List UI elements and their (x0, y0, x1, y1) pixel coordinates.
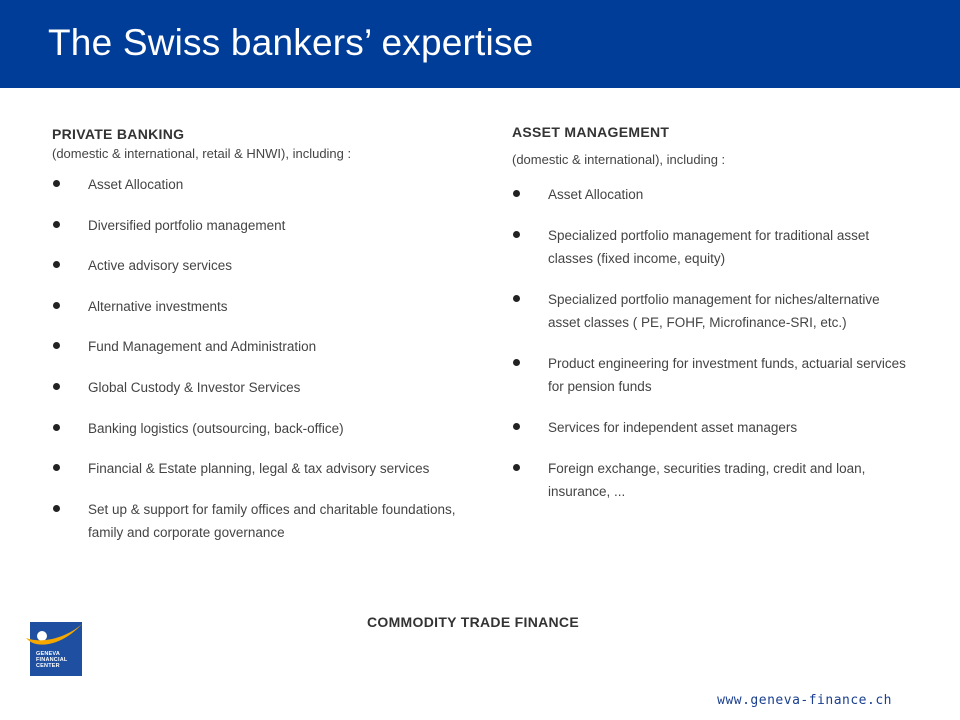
asset-management-list (512, 183, 912, 503)
list-item-text: Active advisory services (88, 258, 233, 274)
list-item-text: Specialized portfolio management for traditional asset classes (fixed income, equity) (548, 228, 870, 266)
list-item-text: Asset Allocation (88, 177, 184, 192)
logo-text-line: FINANCIAL (36, 657, 68, 663)
header-band (0, 0, 960, 88)
list-item (512, 183, 912, 206)
logo-text-line: CENTER (36, 663, 60, 669)
list-item-text: Foreign exchange, securities trading, credit and loan, insurance, ... (548, 461, 866, 499)
logo-text (36, 651, 67, 669)
list-item-text: Product engineering for investment funds, actuarial services for pension funds (548, 356, 906, 394)
bullet-icon (53, 464, 60, 471)
private-banking-section (52, 126, 472, 561)
logo-text-line: GENEVA (36, 651, 61, 657)
logo-swoosh-icon (22, 616, 94, 680)
bullet-icon (513, 231, 520, 238)
list-item (512, 288, 912, 334)
list-item-text: Services for independent asset managers (548, 420, 798, 435)
list-item-text: Asset Allocation (548, 187, 644, 202)
bullet-icon (53, 180, 60, 187)
asset-management-title: ASSET MANAGEMENT (512, 124, 670, 140)
list-item-text: Alternative investments (88, 298, 228, 314)
geneva-financial-center-logo (30, 622, 82, 676)
list-item (512, 224, 912, 270)
list-item (52, 254, 472, 277)
bullet-icon (53, 424, 60, 431)
list-item (512, 457, 912, 503)
bullet-icon (513, 464, 520, 471)
asset-management-section (512, 124, 912, 521)
list-item-text: Specialized portfolio management for niches/alternative asset classes ( PE, FOHF, Microfinance-SRI, etc.) (548, 292, 880, 330)
list-item-text: Fund Management and Administration (88, 339, 317, 355)
asset-management-subtitle: (domestic & international), including : (512, 152, 726, 167)
list-item (52, 498, 472, 544)
bullet-icon (513, 295, 520, 302)
bullet-icon (53, 261, 60, 268)
list-item-text: Global Custody & Investor Services (88, 379, 301, 395)
private-banking-subtitle: (domestic & international, retail & HNWI), including : (52, 146, 352, 161)
bullet-icon (513, 190, 520, 197)
list-item (52, 417, 472, 440)
bullet-icon (53, 383, 60, 390)
bullet-icon (53, 342, 60, 349)
list-item (52, 457, 472, 480)
list-item (52, 295, 472, 318)
website-link[interactable]: www.geneva-finance.ch (717, 693, 892, 708)
bullet-icon (513, 359, 520, 366)
list-item (52, 173, 472, 196)
list-item-text: Diversified portfolio management (88, 217, 286, 233)
page-title: The Swiss bankers’ expertise (48, 22, 534, 63)
list-item (52, 335, 472, 358)
list-item (512, 416, 912, 439)
bullet-icon (53, 302, 60, 309)
list-item (52, 376, 472, 399)
list-item-text: Set up & support for family offices and charitable foundations, family and corporate governance (88, 501, 456, 540)
bullet-icon (53, 221, 60, 228)
list-item (52, 214, 472, 237)
list-item-text: Financial & Estate planning, legal & tax advisory services (88, 461, 430, 477)
list-item-text: Banking logistics (outsourcing, back-office) (88, 420, 344, 436)
private-banking-title: PRIVATE BANKING (52, 126, 185, 142)
list-item (512, 352, 912, 398)
commodity-trade-finance-heading: COMMODITY TRADE FINANCE (367, 614, 579, 630)
bullet-icon (53, 505, 60, 512)
private-banking-list (52, 173, 472, 544)
bullet-icon (513, 423, 520, 430)
